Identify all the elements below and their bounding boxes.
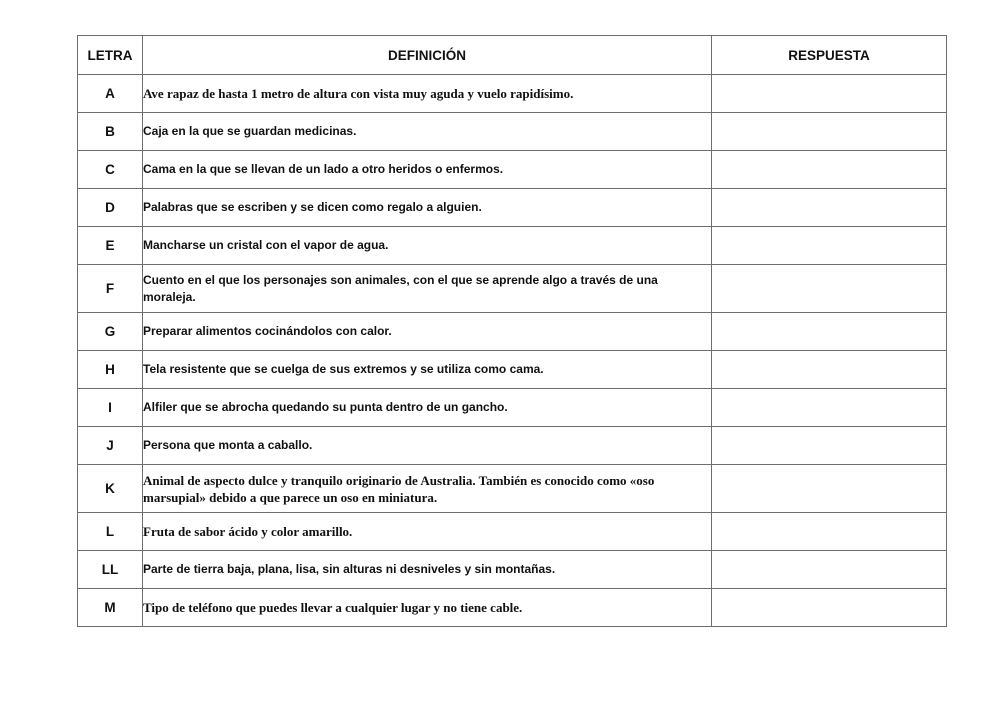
table-row bbox=[78, 313, 947, 351]
answer-cell[interactable] bbox=[712, 313, 947, 351]
row-definition: Caja en la que se guardan medicinas. bbox=[143, 113, 712, 151]
row-letter: M bbox=[78, 589, 143, 627]
answer-cell[interactable] bbox=[712, 227, 947, 265]
answer-cell[interactable] bbox=[712, 351, 947, 389]
table-row bbox=[78, 351, 947, 389]
table-row bbox=[78, 113, 947, 151]
row-definition: Persona que monta a caballo. bbox=[143, 427, 712, 465]
answer-cell[interactable] bbox=[712, 389, 947, 427]
row-definition: Parte de tierra baja, plana, lisa, sin alturas ni desniveles y sin montañas. bbox=[143, 551, 712, 589]
row-letter: F bbox=[78, 265, 143, 313]
table-row bbox=[78, 589, 947, 627]
table-row bbox=[78, 189, 947, 227]
row-definition: Preparar alimentos cocinándolos con calor. bbox=[143, 313, 712, 351]
row-definition: Mancharse un cristal con el vapor de agua. bbox=[143, 227, 712, 265]
row-definition: Cama en la que se llevan de un lado a otro heridos o enfermos. bbox=[143, 151, 712, 189]
row-definition: Tela resistente que se cuelga de sus extremos y se utiliza como cama. bbox=[143, 351, 712, 389]
row-letter: G bbox=[78, 313, 143, 351]
table-row bbox=[78, 427, 947, 465]
table-row bbox=[78, 75, 947, 113]
row-letter: A bbox=[78, 75, 143, 113]
row-definition: Alfiler que se abrocha quedando su punta dentro de un gancho. bbox=[143, 389, 712, 427]
answer-cell[interactable] bbox=[712, 465, 947, 513]
header-row bbox=[78, 36, 947, 75]
table-row bbox=[78, 465, 947, 513]
row-letter: E bbox=[78, 227, 143, 265]
row-letter: B bbox=[78, 113, 143, 151]
row-definition: Fruta de sabor ácido y color amarillo. bbox=[143, 513, 712, 551]
header-definicion: DEFINICIÓN bbox=[143, 36, 712, 75]
answer-cell[interactable] bbox=[712, 551, 947, 589]
row-definition: Ave rapaz de hasta 1 metro de altura con vista muy aguda y vuelo rapidísimo. bbox=[143, 75, 712, 113]
row-letter: J bbox=[78, 427, 143, 465]
row-letter: L bbox=[78, 513, 143, 551]
answer-cell[interactable] bbox=[712, 151, 947, 189]
answer-cell[interactable] bbox=[712, 589, 947, 627]
answer-cell[interactable] bbox=[712, 513, 947, 551]
answer-cell[interactable] bbox=[712, 427, 947, 465]
answer-cell[interactable] bbox=[712, 113, 947, 151]
row-letter: LL bbox=[78, 551, 143, 589]
row-definition: Cuento en el que los personajes son animales, con el que se aprende algo a través de una moraleja. bbox=[143, 265, 712, 313]
answer-cell[interactable] bbox=[712, 265, 947, 313]
row-letter: C bbox=[78, 151, 143, 189]
table-row bbox=[78, 151, 947, 189]
table-row bbox=[78, 551, 947, 589]
row-letter: I bbox=[78, 389, 143, 427]
header-respuesta: RESPUESTA bbox=[712, 36, 947, 75]
row-definition: Palabras que se escriben y se dicen como regalo a alguien. bbox=[143, 189, 712, 227]
row-letter: K bbox=[78, 465, 143, 513]
row-letter: D bbox=[78, 189, 143, 227]
table-row bbox=[78, 265, 947, 313]
row-definition: Animal de aspecto dulce y tranquilo originario de Australia. También es conocido como «oso marsupial» debido a que parece un oso en miniatura. bbox=[143, 465, 712, 513]
header-letra: LETRA bbox=[78, 36, 143, 75]
table-row bbox=[78, 513, 947, 551]
vocabulary-table bbox=[77, 35, 947, 627]
table-row bbox=[78, 227, 947, 265]
table-row bbox=[78, 389, 947, 427]
answer-cell[interactable] bbox=[712, 189, 947, 227]
row-letter: H bbox=[78, 351, 143, 389]
answer-cell[interactable] bbox=[712, 75, 947, 113]
row-definition: Tipo de teléfono que puedes llevar a cualquier lugar y no tiene cable. bbox=[143, 589, 712, 627]
